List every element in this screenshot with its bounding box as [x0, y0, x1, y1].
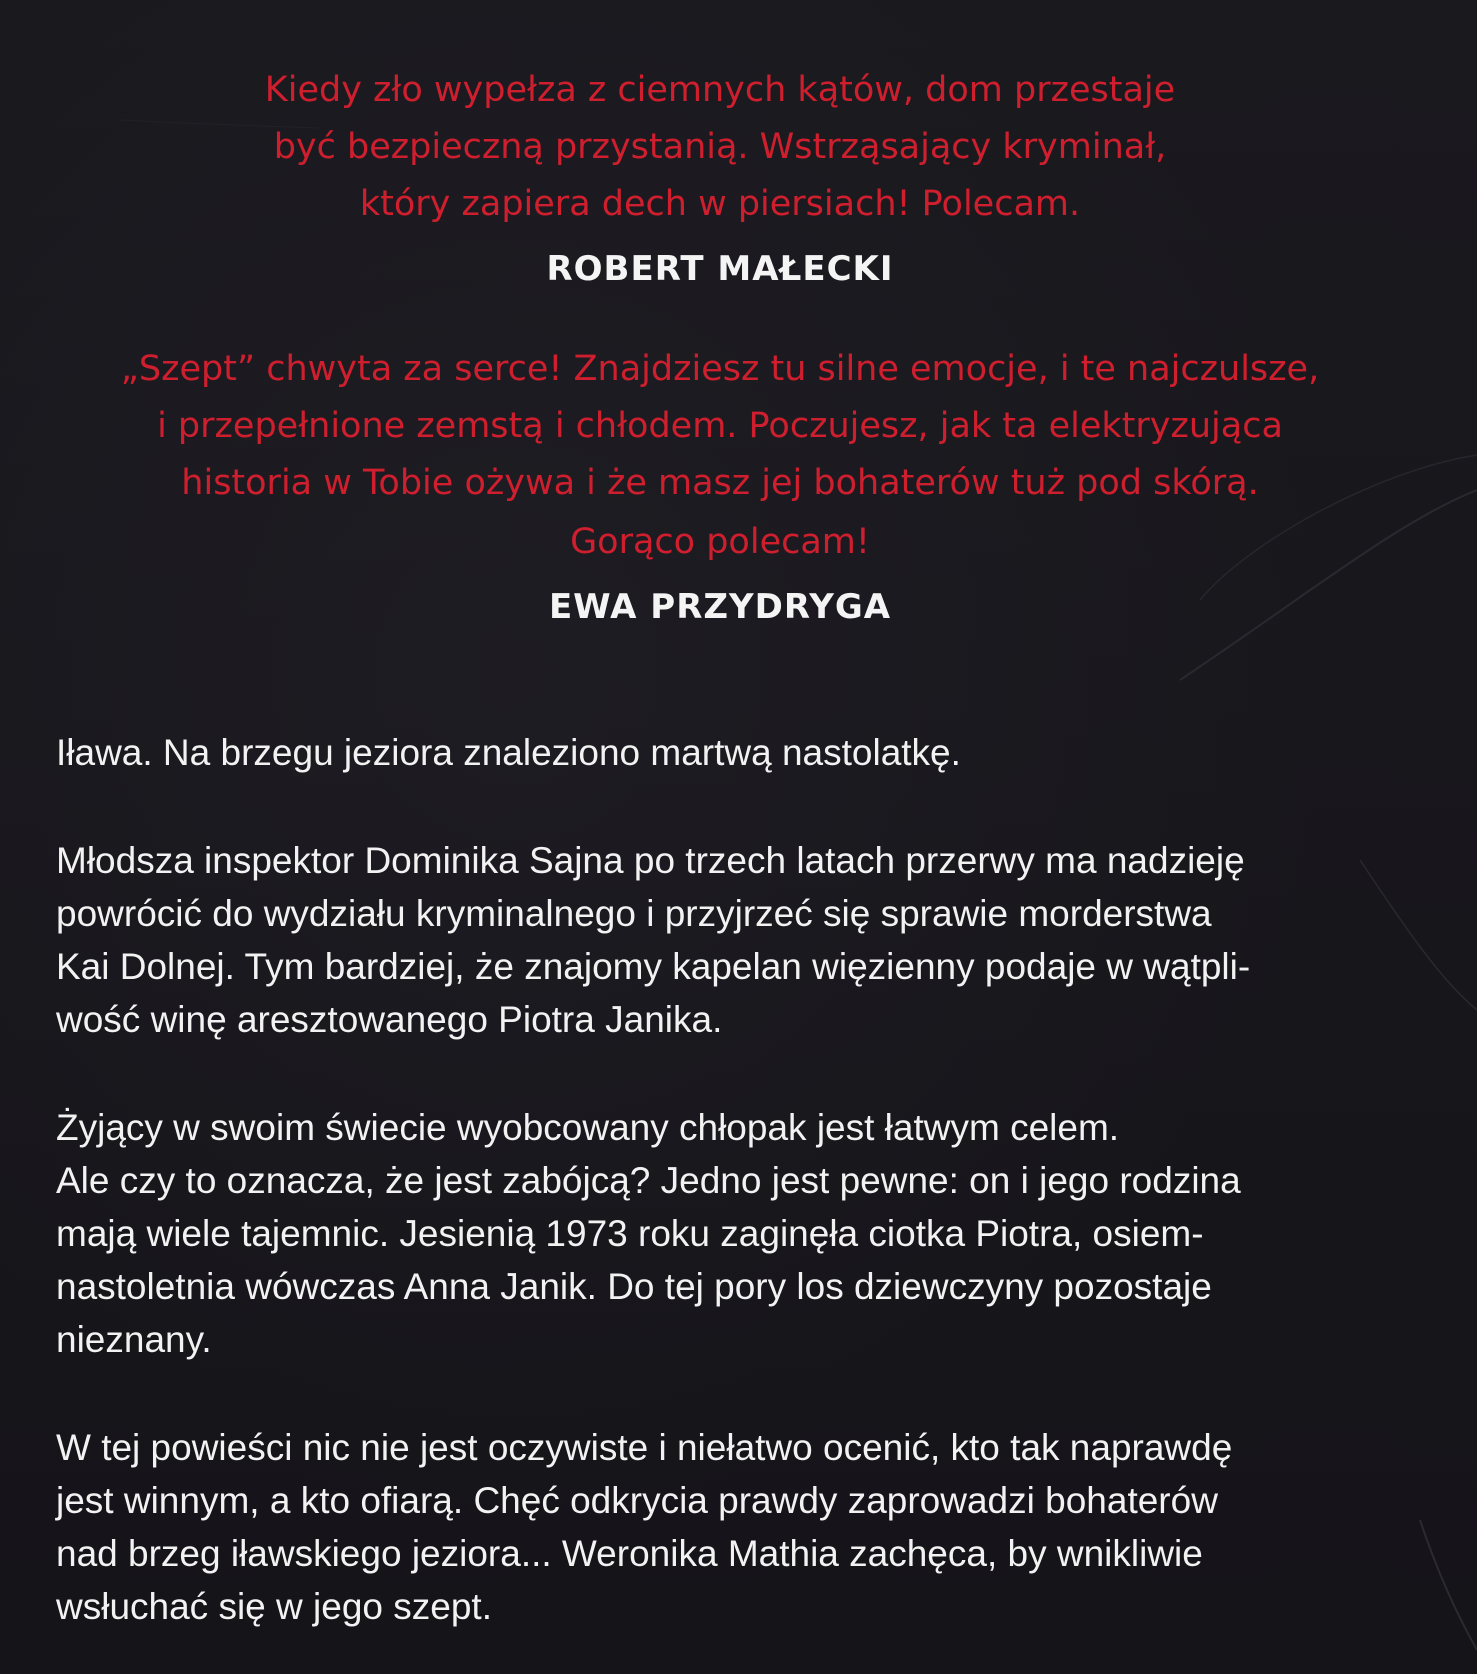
description-paragraph-2-line-1: Młodsza inspektor Dominika Sajna po trzech latach przerwy ma nadzieję: [56, 840, 1245, 881]
endorsement-2-line-4: Gorąco polecam!: [570, 522, 870, 562]
description-paragraph-4-line-4: wsłuchać się w jego szept.: [56, 1586, 492, 1627]
endorsement-1: [60, 62, 1380, 293]
description-paragraph-3-line-2: Ale czy to oznacza, że jest zabójcą? Jedno jest pewne: on i jego rodzina: [56, 1160, 1241, 1201]
description-paragraph-2: [56, 834, 1362, 1046]
endorsement-2-line-1: „Szept” chwyta za serce! Znajdziesz tu silne emocje, i te najczulsze,: [120, 349, 1320, 389]
description-paragraph-2-line-3: Kai Dolnej. Tym bardziej, że znajomy kapelan więzienny podaje w wątpli-: [56, 946, 1251, 987]
description-paragraph-4-line-2: jest winnym, a kto ofiarą. Chęć odkrycia prawdy zaprowadzi bohaterów: [56, 1480, 1218, 1521]
description-paragraph-4-line-3: nad brzeg iławskiego jeziora... Weronika Mathia zachęca, by wnikliwie: [56, 1533, 1203, 1574]
description-paragraph-2-line-2: powrócić do wydziału kryminalnego i przyjrzeć się sprawie morderstwa: [56, 893, 1212, 934]
endorsement-1-line-3: który zapiera dech w piersiach! Polecam.: [359, 184, 1081, 224]
description-paragraph-3-line-3: mają wiele tajemnic. Jesienią 1973 roku zaginęła ciotka Piotra, osiem-: [56, 1213, 1204, 1254]
description-paragraph-3-line-4: nastoletnia wówczas Anna Janik. Do tej pory los dziewczyny pozostaje: [56, 1266, 1212, 1307]
endorsement-1-author: ROBERT MAŁECKI: [546, 249, 894, 289]
description-paragraph-4-line-1: W tej powieści nic nie jest oczywiste i niełatwo ocenić, kto tak naprawdę: [56, 1427, 1233, 1468]
description-paragraph-3: [56, 1101, 1362, 1366]
endorsement-2: [60, 341, 1380, 631]
description-paragraph-3-line-1: Żyjący w swoim świecie wyobcowany chłopak jest łatwym celem.: [56, 1107, 1120, 1148]
endorsement-1-line-2: być bezpieczną przystanią. Wstrząsający kryminał,: [273, 127, 1167, 167]
description-paragraph-4: [56, 1421, 1362, 1633]
description-paragraph-3-line-5: nieznany.: [56, 1319, 212, 1360]
description-paragraph-2-line-4: wość winę aresztowanego Piotra Janika.: [56, 999, 723, 1040]
book-description: [56, 726, 1362, 1674]
endorsement-2-author: EWA PRZYDRYGA: [548, 587, 892, 627]
endorsement-2-line-3: historia w Tobie ożywa i że masz jej bohaterów tuż pod skórą.: [181, 463, 1259, 503]
endorsements: [60, 62, 1380, 631]
endorsement-1-line-1: Kiedy zło wypełza z ciemnych kątów, dom przestaje: [264, 70, 1176, 110]
description-paragraph-1: [56, 726, 1362, 779]
description-paragraph-1-text: Iława. Na brzegu jeziora znaleziono martwą nastolatkę.: [56, 732, 961, 773]
endorsement-2-line-2: i przepełnione zemstą i chłodem. Poczujesz, jak ta elektryzująca: [157, 406, 1283, 446]
